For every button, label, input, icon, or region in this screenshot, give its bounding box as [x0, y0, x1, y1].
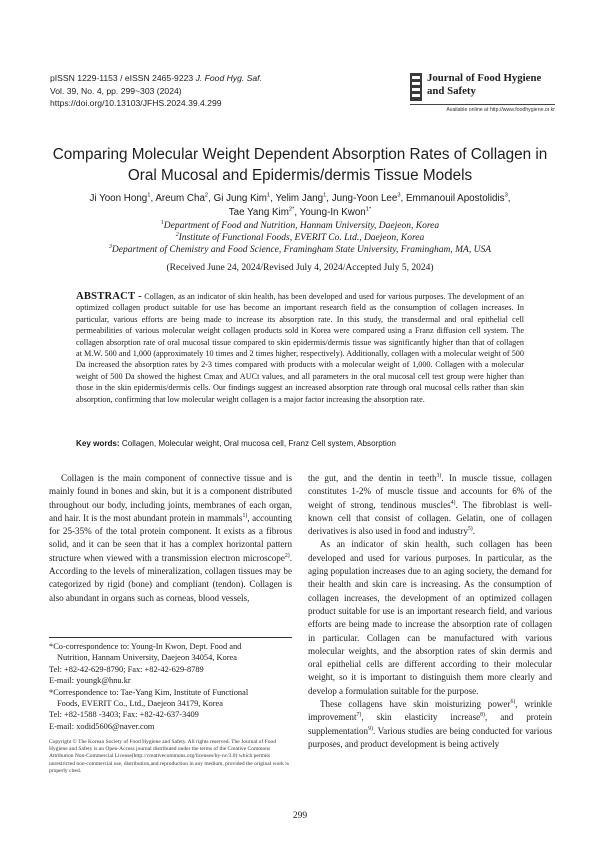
author-name: Ji Yoon Hong	[89, 193, 148, 204]
journal-abbrev: J. Food Hyg. Saf.	[195, 73, 262, 83]
citation-sup: 5)	[467, 526, 473, 533]
footnote-line: Tel: +82-1588 -3403; Fax: +82-42-637-3409	[49, 710, 199, 720]
author-sup: 1	[147, 192, 151, 199]
author-name: Yelim Jang	[275, 193, 324, 204]
affiliation-text: Department of Food and Nutrition, Hannam University, Daejeon, Korea	[163, 221, 440, 231]
correspondence-footnotes	[49, 641, 292, 732]
citation-sup: 1)	[242, 512, 248, 519]
author-sup: 2	[204, 192, 209, 199]
body-text: . In muscle tissue, collagen constitutes 1-2% of muscle tissue and accounts for 6% of the weight of strong, tendinous muscles	[308, 473, 552, 510]
affiliation-sup: 2	[175, 231, 179, 238]
affiliation-sup: 3	[108, 243, 112, 250]
logo-title-line1: Journal of Food Hygiene	[427, 72, 542, 84]
issn: pISSN 1229-1153 / eISSN 2465-9223	[50, 73, 194, 83]
paper-title	[40, 144, 560, 186]
affiliation-text: Department of Chemistry and Food Science, Framingham State University, Framingham, MA, USA	[111, 245, 492, 255]
body-paragraph	[308, 472, 552, 538]
body-text: Collagen is the main component of connective tissue and is mainly found in bones and skin, but it is a component distributed throughout our body, including joints, membranes of each organ, and hair. It is the most abundant protein in mammals	[49, 473, 292, 523]
body-text: These collagens have skin moisturizing power	[320, 699, 511, 710]
body-paragraph	[308, 698, 552, 751]
logo-title-line2: and Safety	[427, 85, 476, 97]
citation-sup: 6)	[510, 699, 516, 706]
citation-sup: 9)	[368, 725, 373, 732]
affiliation-text: Institute of Functional Foods, EVERIT Co. Ltd., Daejeon, Korea	[178, 233, 425, 243]
keywords	[76, 439, 524, 448]
abstract-label: ABSTRACT -	[76, 291, 142, 302]
journal-header	[50, 72, 262, 110]
author-name: Areum Cha	[155, 193, 205, 204]
keywords-text: Collagen, Molecular weight, Oral mucosa cell, Franz Cell system, Absorption	[121, 439, 396, 448]
body-right-column	[308, 472, 552, 751]
citation-sup: 8)	[480, 712, 485, 719]
affiliation-3	[30, 244, 570, 256]
author-name: Jung-Yoon Lee	[331, 193, 398, 204]
body-text: . According to the levels of mineralization, collagen tissues may be categorized by rigid (bone) and compliant (tendon). Collagen is also abundant in organs such as corneas, blood vessels,	[49, 552, 292, 603]
citation-sup: 3)	[436, 472, 442, 479]
body-text: , skin elasticity increase	[361, 712, 481, 723]
author-sup: 3	[504, 192, 508, 199]
title-line-2: Oral Mucosal and Epidermis/dermis Tissue Models	[127, 167, 473, 184]
keywords-label: Key words:	[76, 439, 120, 448]
affiliations	[30, 220, 570, 256]
affiliation-1	[30, 220, 570, 232]
author-sup: 1	[266, 192, 271, 199]
journal-url[interactable]: Available online at http://www.foodhygiene.or.kr	[446, 107, 555, 113]
author-list: Ji Yoon Hong$^1$, Areum Cha$^2$, Gi Jung Kim$^1$, Yelim Jang$^1$, Jung-Yoon Lee$^3$, Emmanouil Apostolidis$^3$, Tae Yang Kim$^{2*}$, Young-In Kwon$^{1*}$	[89, 192, 511, 218]
received-dates: (Received June 24, 2024/Revised July 4, 2024/Accepted July 5, 2024)	[166, 263, 434, 273]
affiliation-sup: 1	[160, 219, 164, 226]
author-sup: 3	[397, 192, 401, 199]
affiliation-2	[30, 232, 570, 244]
footnote-divider	[49, 637, 292, 638]
title-line-1: Comparing Molecular Weight Dependent Absorption Rates of Collagen in	[52, 146, 548, 163]
body-text: , wrinkle improvement	[308, 699, 553, 723]
author-sup: 1	[323, 192, 327, 199]
logo-divider	[410, 104, 555, 105]
footnote-line: Foods, EVERIT Co., Ltd., Daejeon 34179, Korea	[57, 699, 223, 709]
page-number: 299	[292, 811, 308, 821]
body-paragraph	[49, 472, 292, 605]
doi-link[interactable]: https://doi.org/10.13103/JFHS.2024.39.4.299	[50, 98, 222, 108]
body-paragraph	[308, 538, 552, 698]
body-text: . The fibroblast is well-known cell that consist of collagen. Gelatin, one of collagen derivatives is also used in food and industry	[308, 499, 552, 537]
author-sup: 2*	[288, 206, 295, 213]
author-name: Gi Jung Kim	[213, 193, 267, 204]
journal-logo	[410, 72, 555, 113]
copyright-notice: Copyright © The Korean Society of Food Hygiene and Safety. All rights reserved. The Journal of Food Hygiene and Safety is an Open-Access journal distributed under the terms of the Creative Commons Attribution Non-Commercial License(http://creativecommons.org/licenses/by-nc/3.0) which permits unrestricted non-commercial use, distribution,and reproduction in any medium, provided the original work is properly cited.	[49, 739, 289, 774]
body-text: As an indicator of skin health, such collagen has been developed and used for various purposes. In particular, as the aging population increases due to an aging society, the demand for their health and skin care is increasing. As the consumption of collagen increases, the development of an optimized collagen product suitable for use is an important research field, and various efforts are being made to increase the absorption rate of collagen in particular. Collagen can be manufactured with various molecular weights, and the absorption rates of skin dermis and oral epithelial cells are different according to their molecular weight, so it is important to distinguish them more clearly and develop a formulation suitable for the purpose.	[308, 539, 552, 696]
abstract	[76, 291, 524, 405]
body-text: , and protein supplementation	[308, 712, 552, 736]
body-text: .	[472, 526, 475, 537]
body-text: . Various studies are being conducted for various purposes, and product development is being actively	[308, 725, 552, 749]
author-sup: 1*	[365, 206, 372, 213]
citation-sup: 4)	[450, 499, 456, 506]
footnote-line: *Co-correspondence to: Young-In Kwon, Dept. Food and	[49, 642, 242, 651]
author-name: Tae Yang Kim	[228, 206, 289, 218]
footnote-line: Tel: +82-42-629-8790; Fax: +82-42-629-8789	[49, 664, 204, 674]
footnote-email[interactable]: E-mail: youngk@hnu.kr	[49, 676, 131, 686]
footnote-line: Nutrition, Hannam University, Daejeon 34054, Korea	[57, 653, 237, 663]
citation-sup: 7)	[356, 712, 362, 719]
abstract-text: Collagen, as an indicator of skin health, has been developed and used for various purposes. The development of an optimized collagen product suitable for use has become an important research field as the consumption of collagen increases. In particular, various efforts are being made to increase its absorption rate. In this study, the transdermal and oral epithelial cell permeabilities of various molecular weight collagen products sold in Korea were compared using a Franz diffusion cell system. The collagen absorption rate of oral mucosal tissue compared to skin epidermis/dermis tissue was significantly higher than that of collagen at M.W. 500 and 1,000 (approximately 10 times and 2 times higher, respectively). Additionally, collagen with a molecular weight of 500 Da increased the absorption rates by 2-3 times compared with products with a molecular weight of 1,000. Collagen with a molecular weight of 500 Da showed the highest Cmax and AUCt values, and all parameters in the oral mucosal cell test group were higher than those in the skin epidermis/dermis cells. Our findings suggest an increased absorption rate through oral mucosal cells rather than skin absorption, confirming that low molecular weight collagen is a major factor increasing the absorption rate.	[76, 292, 524, 404]
body-left-column	[49, 472, 292, 605]
author-name: Emmanouil Apostolidis	[406, 193, 505, 204]
journal-logo-icon	[410, 73, 422, 101]
body-text: the gut, and the dentin in teeth	[308, 473, 437, 483]
author-name: Young-In Kwon	[299, 206, 366, 218]
volume-line: Vol. 39, No. 4, pp. 299~303 (2024)	[50, 85, 182, 96]
body-text: , accounting for 25-35% of the total protein component. It exists as a fibrous solid, and it can be seen that it has a complex horizontal pattern structure when viewed with a transmission electron microscope	[49, 512, 292, 563]
citation-sup: 2)	[284, 552, 290, 559]
footnote-email[interactable]: E-mail: xodid5606@naver.com	[49, 721, 155, 731]
footnote-line: *Correspondence to: Tae-Yang Kim, Institute of Functional	[49, 687, 249, 697]
